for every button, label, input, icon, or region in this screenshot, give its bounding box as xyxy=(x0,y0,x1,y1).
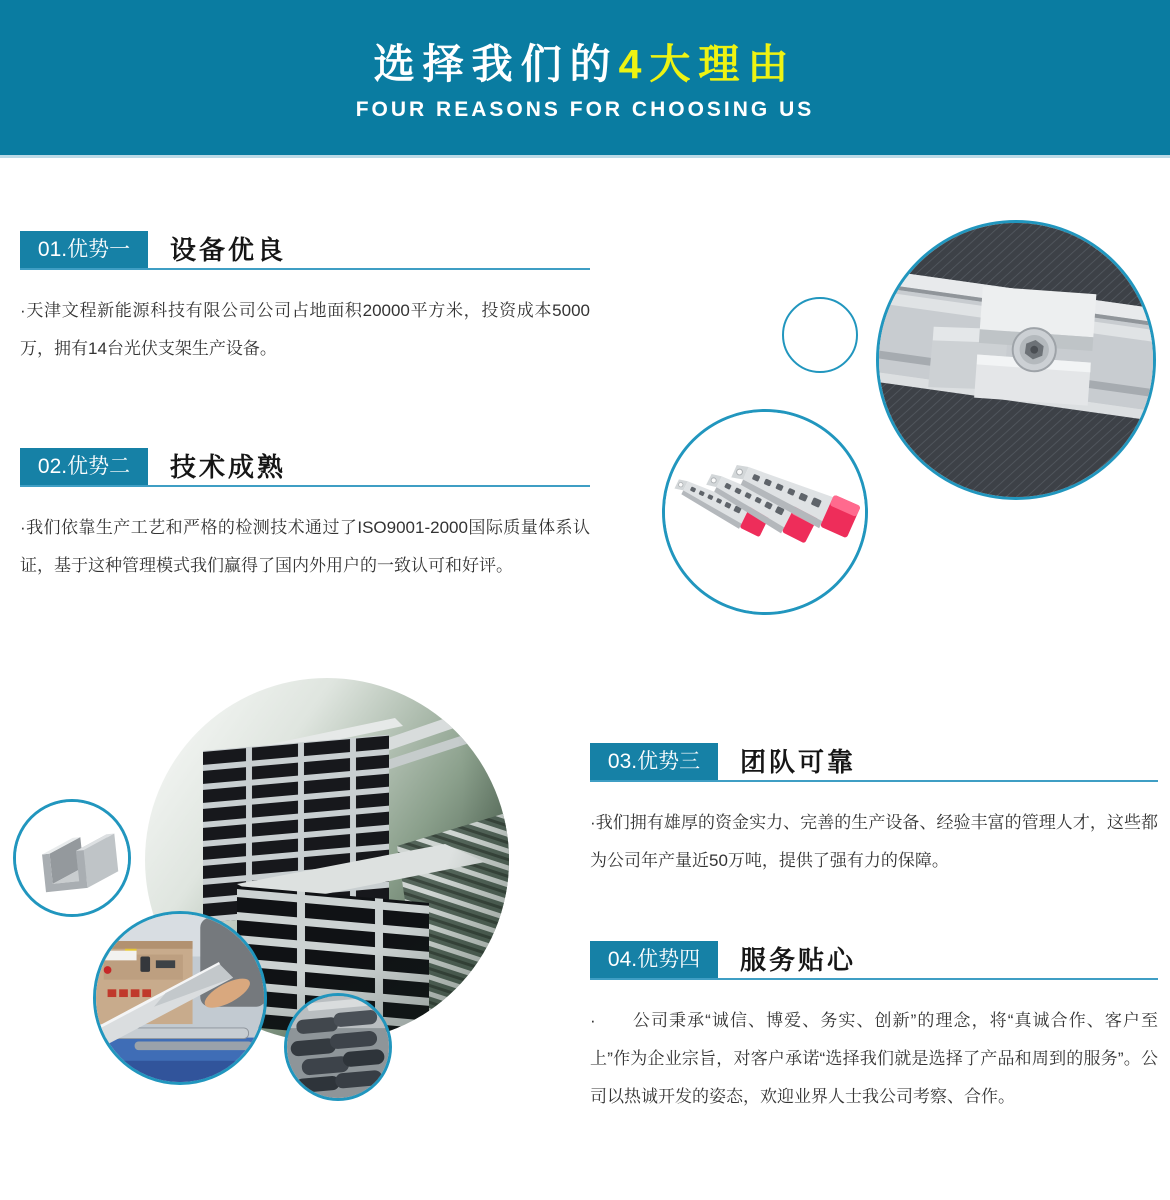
advantage-4-title: 服务贴心 xyxy=(740,945,857,975)
advantage-1-title: 设备优良 xyxy=(170,235,287,265)
advantage-2-body: ·我们依靠生产工艺和严格的检测技术通过了ISO9001-2000国际质量体系认证，基于这种管理模式我们赢得了国内外用户的一致认可和好评。 xyxy=(20,518,590,575)
divider-line xyxy=(590,780,1158,782)
advantage-3-body: ·我们拥有雄厚的资金实力、完善的生产设备、经验丰富的管理人才，这些都为公司年产量近50万吨，提供了强有力的保障。 xyxy=(590,813,1158,870)
factory-machine-photo xyxy=(93,911,267,1085)
divider-line xyxy=(20,485,590,487)
divider-line xyxy=(590,978,1158,980)
advantage-1-body: ·天津文程新能源科技有限公司公司占地面积20000平方米，投资成本5000万，拥有14台光伏支架生产设备。 xyxy=(20,301,590,358)
page-title-accent: 4大理由 xyxy=(618,41,797,87)
bracket-rails-photo xyxy=(662,409,868,615)
advantage-2-title: 技术成熟 xyxy=(170,452,287,482)
steel-bundles-photo xyxy=(284,993,392,1101)
advantage-4-badge: 04.优势四 xyxy=(590,941,718,979)
advantage-3-badge: 03.优势三 xyxy=(590,743,718,781)
decorative-circle xyxy=(782,297,858,373)
divider-line xyxy=(20,268,590,270)
page-title-main: 选择我们的 xyxy=(373,41,619,87)
advantage-3-title: 团队可靠 xyxy=(740,747,857,777)
page-subtitle: FOUR REASONS FOR CHOOSING US xyxy=(355,98,815,121)
advantage-4-body: · 公司秉承“诚信、博爱、务实、创新”的理念，将“真诚合作、客户至上”作为企业宗旨，对客户承诺“选择我们就是选择了产品和周到的服务”。公司以热诚开发的姿态，欢迎业界人士我公司考察、合作。 xyxy=(590,1011,1158,1106)
header-band xyxy=(0,0,1170,158)
u-channel-photo xyxy=(13,799,131,917)
advantage-2-badge: 02.优势二 xyxy=(20,448,148,486)
page-title xyxy=(0,0,1170,85)
solar-clamp-photo xyxy=(876,220,1156,500)
advantage-1-badge: 01.优势一 xyxy=(20,231,148,269)
